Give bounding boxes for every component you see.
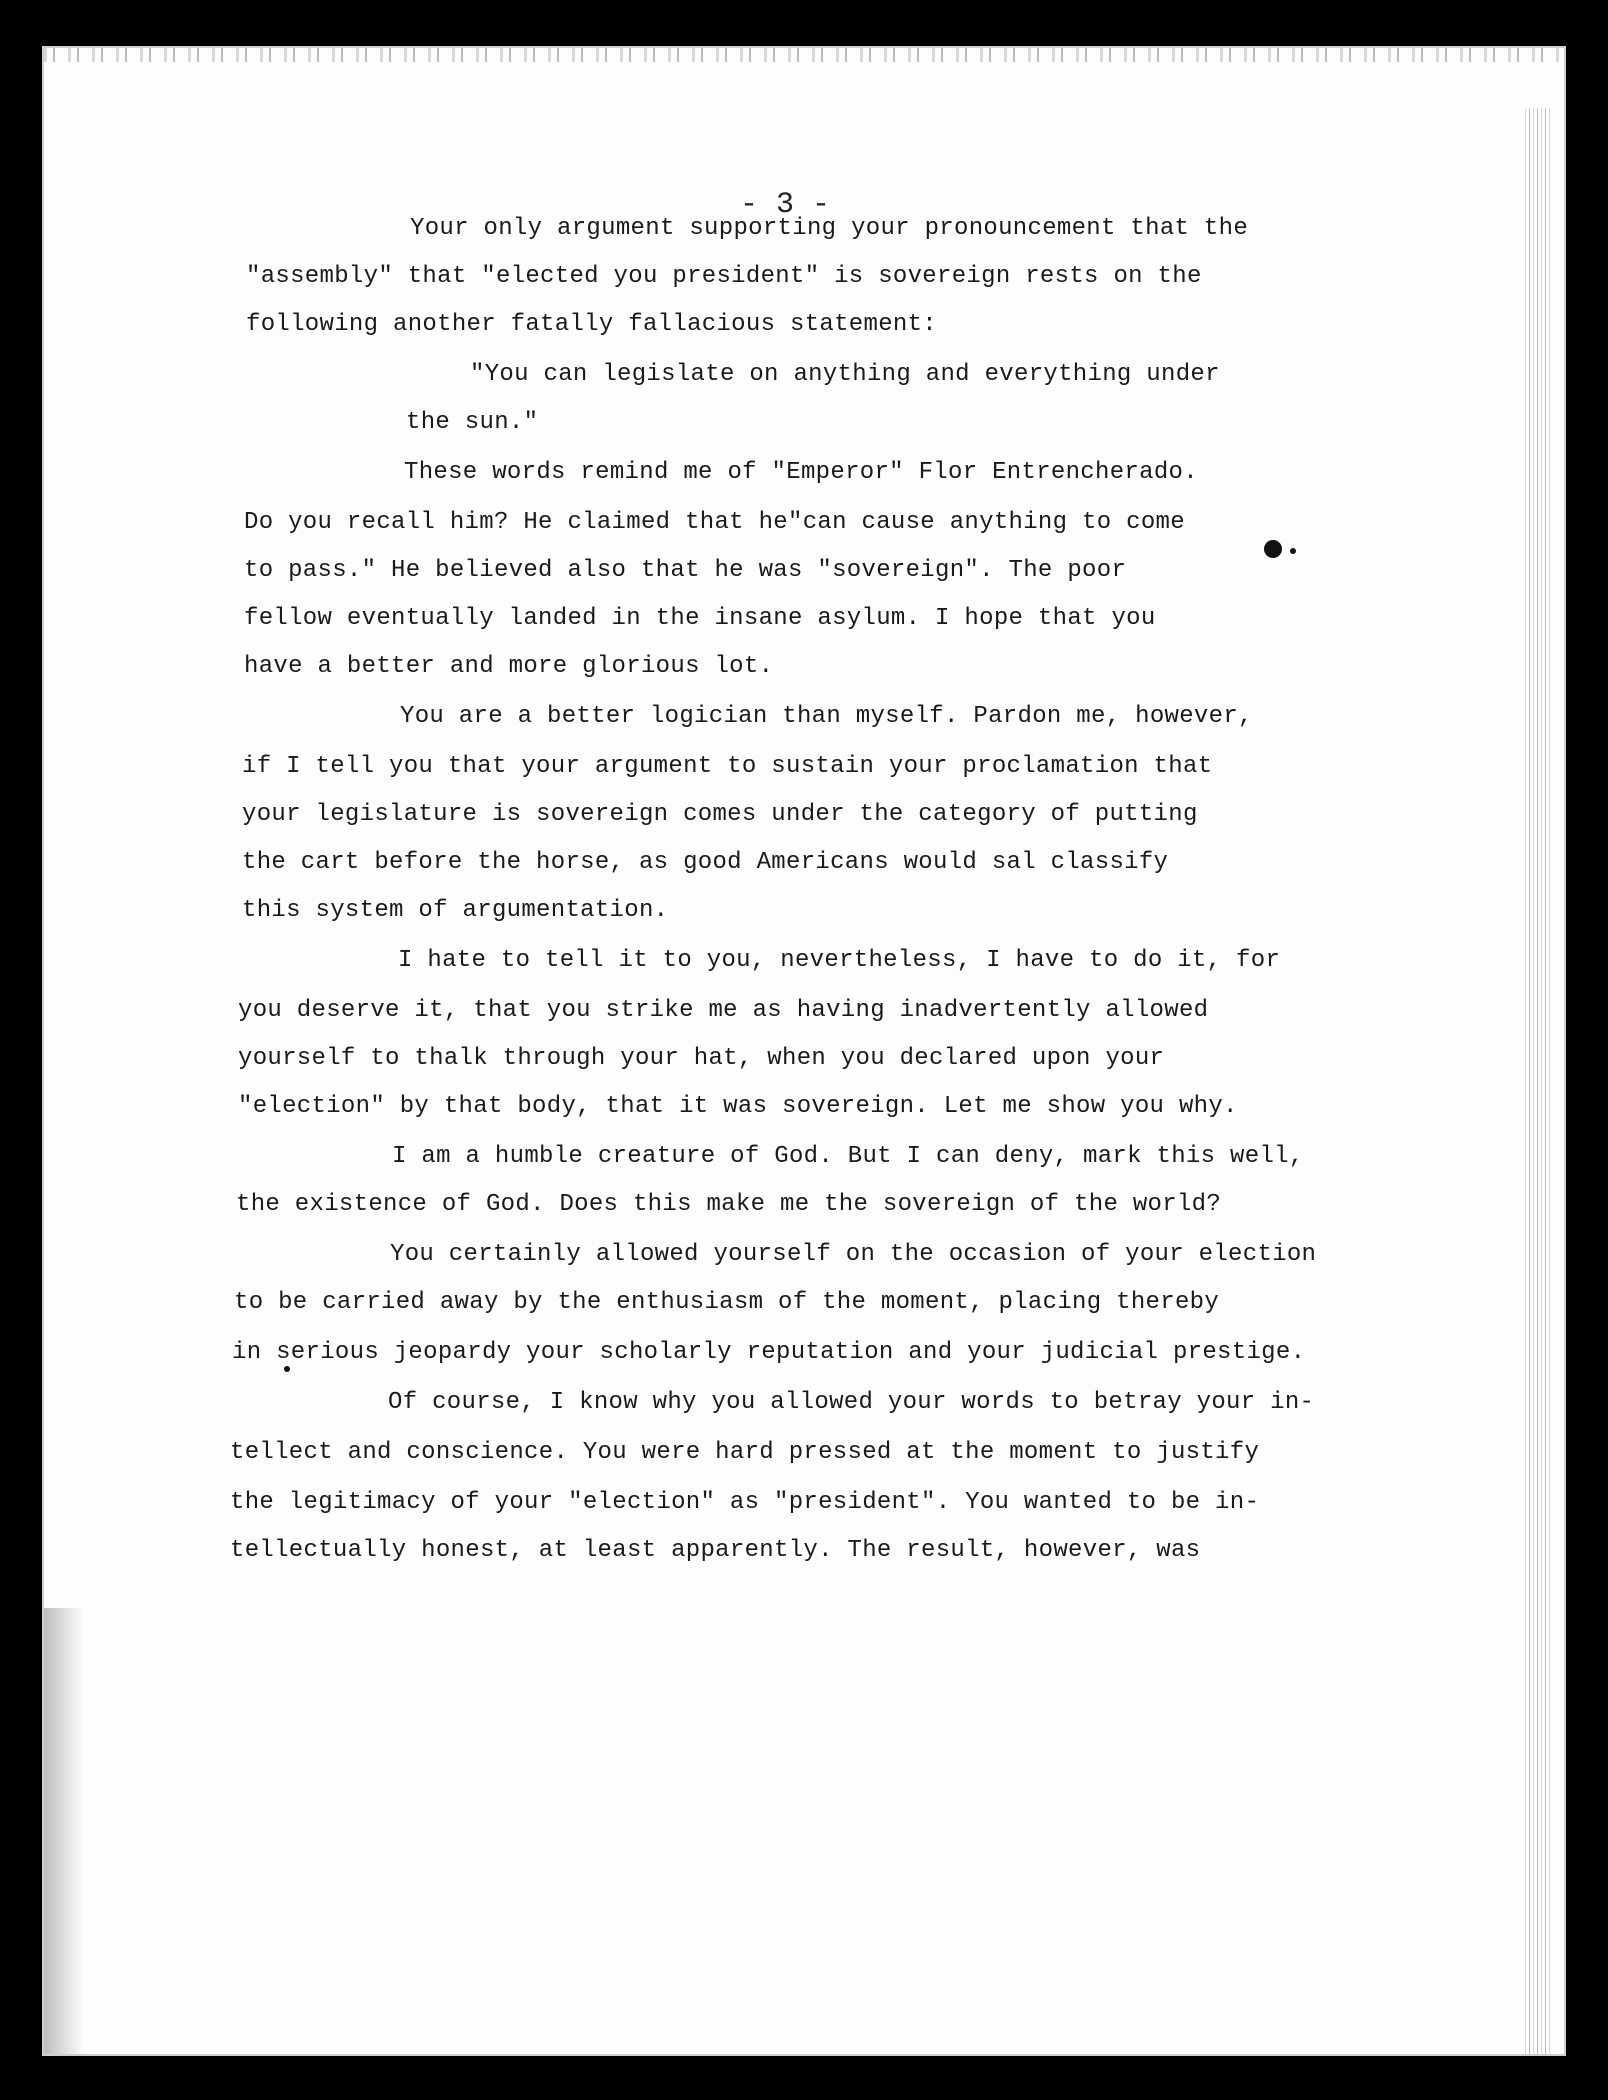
text-line: tellect and conscience. You were hard pressed at the moment to justify [230,1439,1260,1466]
text-line: the sun." [406,409,539,436]
text-line: You certainly allowed yourself on the occasion of your election [390,1241,1317,1268]
text-line: These words remind me of "Emperor" Flor Entrencherado. [404,459,1198,486]
text-line: you deserve it, that you strike me as having inadvertently allowed [238,997,1209,1024]
text-line: fellow eventually landed in the insane asylum. I hope that you [244,605,1156,632]
text-line: I am a humble creature of God. But I can deny, mark this well, [392,1143,1304,1170]
paper-stack-edge [1522,108,1550,2054]
text-line: the existence of God. Does this make me the sovereign of the world? [236,1191,1222,1218]
text-line: if I tell you that your argument to sustain your proclamation that [242,753,1213,780]
text-line: the cart before the horse, as good Americans would sal classify [242,849,1169,876]
ink-blot-mark [1264,540,1282,558]
text-line: have a better and more glorious lot. [244,653,774,680]
text-line: to pass." He believed also that he was "sovereign". The poor [244,557,1127,584]
text-line: this system of argumentation. [242,897,669,924]
text-line: your legislature is sovereign comes under the category of putting [242,801,1198,828]
text-line: Of course, I know why you allowed your words to betray your in- [388,1389,1315,1416]
text-line: "You can legislate on anything and everything under [470,361,1220,388]
page-top-edge [44,48,1564,62]
page-shadow [44,1608,84,2054]
text-line: Your only argument supporting your pronouncement that the [410,215,1249,242]
text-line: You are a better logician than myself. Pardon me, however, [400,703,1253,730]
text-line: following another fatally fallacious statement: [246,311,938,338]
text-line: to be carried away by the enthusiasm of the moment, placing thereby [234,1289,1220,1316]
text-line: yourself to thalk through your hat, when you declared upon your [238,1045,1165,1072]
margin-dot-mark [284,1366,290,1372]
text-line: I hate to tell it to you, nevertheless, I have to do it, for [398,947,1281,974]
text-line: "assembly" that "elected you president" is sovereign rests on the [246,263,1202,290]
text-line: in serious jeopardy your scholarly reputation and your judicial prestige. [232,1339,1306,1366]
text-line: "election" by that body, that it was sovereign. Let me show you why. [238,1093,1238,1120]
text-line: the legitimacy of your "election" as "president". You wanted to be in- [230,1489,1260,1516]
text-line: Do you recall him? He claimed that he"can cause anything to come [244,509,1185,536]
ink-dot-mark [1290,548,1296,554]
document-page [44,48,1564,2054]
page-number: - 3 - [740,188,831,222]
text-line: tellectually honest, at least apparently. The result, however, was [230,1537,1201,1564]
